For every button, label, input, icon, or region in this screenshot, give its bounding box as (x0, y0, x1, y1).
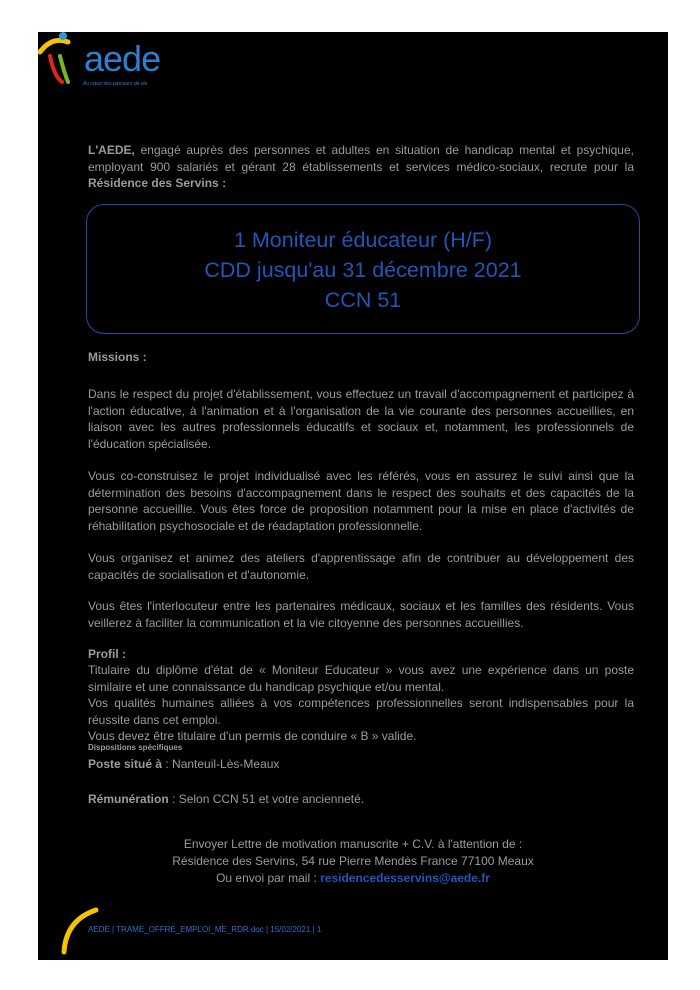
job-title: 1 Moniteur éducateur (H/F) (233, 228, 493, 252)
remuneration-line (88, 791, 634, 808)
residence-name: Résidence des Servins : (88, 176, 227, 190)
job-title-box (86, 204, 640, 334)
contact-line-3 (38, 870, 668, 887)
missions-heading: Missions : (88, 350, 147, 364)
logo-tagline: Au cœur des parcours de vie (83, 81, 148, 87)
contact-line-1: Envoyer Lettre de motivation manuscrite + C.V. à l'attention de : (183, 837, 523, 851)
missions-paragraph-4: Vous êtes l'interlocuteur entre les partenaires médicaux, sociaux et les familles des résidents. Vous veillerez à faciliter la communication et la vie citoyenne des personnes accueillies. (88, 599, 634, 630)
dispositions-heading: Dispositions spécifiques (88, 743, 183, 752)
convention: CCN 51 (324, 288, 402, 312)
profil-paragraph-2: Vos qualités humaines alliées à vos compétences professionnelles seront indispensables pour la réussite dans cet emploi. (88, 696, 634, 727)
contact-mail-prefix: Ou envoi par mail : (216, 871, 321, 885)
intro-text: engagé auprès des personnes et adultes en situation de handicap mental et psychique, employant 900 salariés et gérant 28 établissements et services médico-sociaux, recrute pour la (88, 143, 634, 174)
poste-label: Poste situé à (88, 757, 163, 771)
missions-paragraph-3: Vous organisez et animez des ateliers d'apprentissage afin de contribuer au développement des capacités de socialisation et d'autonomie. (88, 551, 634, 582)
org-name: L'AEDE, (88, 143, 135, 157)
contact-email-link[interactable]: residencedesservins@aede.fr (320, 871, 490, 885)
contact-line-2: Résidence des Servins, 54 rue Pierre Mendès France 77100 Meaux (172, 854, 534, 868)
missions-paragraph-2: Vous co-construisez le projet individualisé avec les référés, vous en assurez le suivi ainsi que la détermination des besoins d'accompagnement dans le respect des souhaits et des capacités de la personne accueillie. Vous êtes force de proposition notamment pour la mise en place d'activités de réhabilitation psychosociale et de réadaptation professionnelle. (88, 469, 634, 533)
poste-line (88, 756, 634, 773)
page-footer: AEDE | TRAME_OFFRE_EMPLOI_ME_RDR.doc | 15/02/2021 | 1 (88, 925, 322, 934)
document-page (38, 32, 668, 960)
remuneration-label: Rémunération (88, 792, 169, 806)
contact-block (38, 836, 668, 887)
remuneration-value: : Selon CCN 51 et votre ancienneté. (168, 792, 365, 806)
profil-paragraph-3: Vous devez être titulaire d'un permis de conduire « B » valide. (88, 729, 417, 743)
intro-paragraph (88, 142, 634, 192)
logo-wordmark: aede (84, 38, 161, 79)
poste-value: : Nanteuil-Lès-Meaux (162, 757, 280, 771)
profil-heading: Profil : (88, 647, 126, 661)
missions-paragraph-1: Dans le respect du projet d'établissement, vous effectuez un travail d'accompagnement et participez à l'action éducative, à l'animation et à l'organisation de la vie courante des personnes accueillies, en liaison avec les autres professionnels éducatifs et sociaux et, notamment, les professionnels de l'éducation spécialisée. (88, 387, 634, 451)
aede-logo (38, 32, 168, 92)
contract-type: CDD jusqu'au 31 décembre 2021 (204, 258, 522, 282)
profil-paragraph-1: Titulaire du diplôme d'état de « Moniteur Educateur » vous avez une expérience dans un poste similaire et une connaissance du handicap psychique et/ou mental. (88, 663, 634, 694)
